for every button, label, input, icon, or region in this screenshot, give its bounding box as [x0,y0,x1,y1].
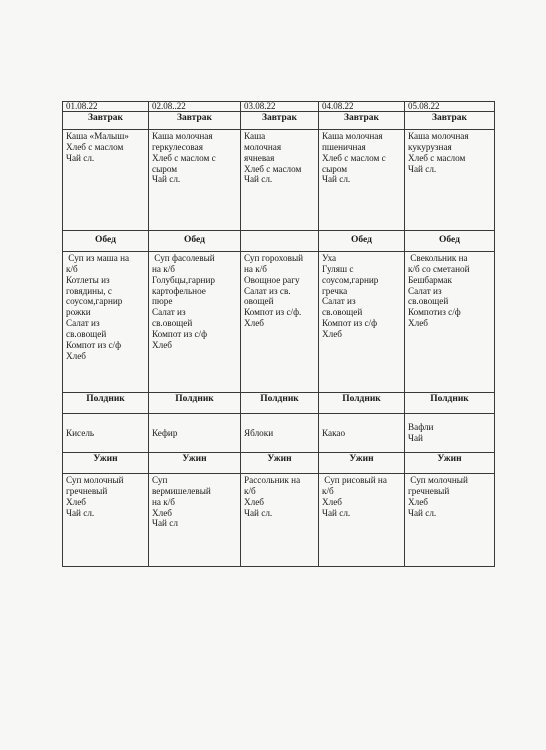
lunch-menu-cell [319,252,405,393]
dish-line: овощей [244,296,274,307]
dish-line: Хлеб [244,318,264,329]
dish-line: Хлеб с маслом с [152,152,216,163]
dish-line: Рассольник на [244,475,301,485]
dish-line: Вафли [408,422,434,433]
dish-line: Котлеты из [66,274,110,285]
dish-line: Чай сл. [66,152,95,163]
dish-line: Какао [322,427,346,438]
dinner-header-cell: Ужин [405,453,495,474]
dish-line: к/б [66,263,78,274]
snack-header-cell: Полдник [241,393,319,414]
snack-menu-cell [63,414,149,453]
dish-line: Суп [152,475,168,485]
snack-menu-cell [149,414,241,453]
date-cell: 03.08.22 [241,102,319,112]
snack-header-cell: Полдник [63,393,149,414]
dish-line: Суп молочный [408,475,468,485]
dinner-header-row [63,453,495,474]
lunch-header-row [63,231,495,252]
dish-line: Бешбармак [408,274,452,285]
dish-line: Каша молочная [408,131,469,141]
breakfast-header-cell: Завтрак [319,112,405,130]
breakfast-menu-cell [405,130,495,231]
dish-line: Овощное рагу [244,274,300,285]
menu-table [62,101,495,567]
dish-line: Гуляш с [322,263,354,274]
dinner-header-cell: Ужин [149,453,241,474]
dish-line: Чай сл. [152,174,181,185]
breakfast-header-row [63,112,495,130]
date-cell: 04.08.22 [319,102,405,112]
breakfast-menu-cell [319,130,405,231]
dish-line: пшеничная [322,141,366,152]
dish-line: Чай сл. [244,174,273,185]
dinner-menu-cell [405,474,495,567]
date-row [63,102,495,112]
dish-line: геркулесовая [152,141,203,152]
date-cell: 01.08.22 [63,102,149,112]
dish-line: Чай сл. [244,507,273,518]
dish-line: Голубцы,гарнир [152,274,215,285]
dinner-header-cell: Ужин [241,453,319,474]
dish-line: Чай сл. [322,507,351,518]
dish-line: картофельное [152,285,206,296]
dish-line: сыром [322,163,348,174]
dinner-header-cell: Ужин [63,453,149,474]
lunch-header-cell: Обед [63,231,149,252]
breakfast-header-cell: Завтрак [405,112,495,130]
dinner-menu-cell [149,474,241,567]
snack-header-cell: Полдник [319,393,405,414]
snack-menu-cell [319,414,405,453]
dish-line: Хлеб [408,496,428,507]
dish-line: к/б со сметаной [408,263,470,274]
dish-line: Компотиз с/ф [408,307,461,318]
date-cell: 05.08.22 [405,102,495,112]
lunch-menu-cell [63,252,149,393]
dish-line: Чай сл. [322,174,351,185]
breakfast-header-cell: Завтрак [63,112,149,130]
dish-line: Хлеб [66,496,86,507]
dish-line: Каша молочная [152,131,213,141]
dish-line: Салат из св. [244,285,291,296]
dish-line: Салат из [322,296,356,307]
dish-line: св.овощей [322,307,363,318]
lunch-menu-cell [405,252,495,393]
dish-line: Чай сл. [66,507,95,518]
dish-line: Чай сл. [408,163,437,174]
breakfast-items-row [63,130,495,231]
dish-line: на к/б [244,263,267,274]
dish-line: Салат из [66,318,100,329]
dish-line: Хлеб [152,507,172,518]
dish-line: Хлеб [152,339,172,350]
snack-header-row [63,393,495,414]
dinner-header-cell: Ужин [319,453,405,474]
dish-line: рожки [66,307,91,318]
snack-header-cell: Полдник [149,393,241,414]
dish-line: Хлеб [408,318,428,329]
dish-line: Салат из [152,307,186,318]
lunch-menu-cell [241,252,319,393]
snack-items-row [63,414,495,453]
lunch-items-row [63,252,495,393]
dish-line: говядины, с [66,285,112,296]
dish-line: ячневая [244,152,275,163]
dish-line: Хлеб [322,496,342,507]
dish-line: Каша молочная [322,131,383,141]
snack-menu-cell [241,414,319,453]
dish-line: Компот из с/ф. [244,307,302,318]
lunch-header-cell: Обед [149,231,241,252]
dinner-menu-cell [319,474,405,567]
dish-line: на к/б [152,263,175,274]
snack-menu-cell [405,414,495,453]
dish-line: Кефир [152,427,178,438]
dish-line: Суп молочный [66,475,124,485]
dish-line: гречка [322,285,348,296]
dish-line: соусом,гарнир [66,296,123,307]
dish-line: кукурузная [408,141,452,152]
dish-line: Хлеб [322,329,342,340]
dish-line: Хлеб [244,496,264,507]
dish-line: Кисель [66,427,95,438]
dish-line: Каша «Малыш» [66,131,129,141]
dish-line: пюре [152,296,173,307]
dish-line: Хлеб с маслом [244,163,302,174]
dish-line: соусом,гарнир [322,274,379,285]
dish-line: Хлеб с маслом с [322,152,386,163]
dish-line: св.овощей [66,329,107,340]
dish-line: св.овощей [152,318,193,329]
dish-line: Хлеб с маслом [408,152,466,163]
dish-line: Уха [322,253,337,263]
lunch-menu-cell [149,252,241,393]
dish-line: Каша [244,131,266,141]
dish-line: Компот из с/ф [152,329,208,340]
breakfast-menu-cell [241,130,319,231]
dinner-menu-cell [63,474,149,567]
dish-line: Свекольник на [408,253,468,263]
lunch-header-cell [241,231,319,252]
dinner-menu-cell [241,474,319,567]
dish-line: Компот из с/ф [322,318,378,329]
breakfast-menu-cell [63,130,149,231]
dish-line: гречневый [66,485,108,496]
dish-line: Чай сл. [408,507,437,518]
dish-line: на к/б [152,496,175,507]
lunch-header-cell: Обед [319,231,405,252]
breakfast-header-cell: Завтрак [149,112,241,130]
lunch-header-cell: Обед [405,231,495,252]
date-cell: 02.08..22 [149,102,241,112]
dish-line: гречневый [408,485,450,496]
dish-line: Суп рисовый на [322,475,387,485]
dish-line: Чай [408,433,423,443]
breakfast-header-cell: Завтрак [241,112,319,130]
dish-line: св.овощей [408,296,449,307]
dish-line: Суп из маша на [66,253,130,263]
dish-line: к/б [244,485,256,496]
dish-line: вермишелевый [152,485,211,496]
dish-line: Салат из [408,285,442,296]
dish-line: к/б [322,485,334,496]
dish-line: Компот из с/ф [66,339,122,350]
snack-header-cell: Полдник [405,393,495,414]
dish-line: Хлеб [66,350,86,361]
dish-line: Чай сл [152,518,178,529]
dish-line: Суп фасолевый [152,253,215,263]
dish-line: Яблоки [244,427,274,438]
dinner-items-row [63,474,495,567]
dish-line: Суп гороховый [244,253,304,263]
dish-line: молочная [244,141,282,152]
dish-line: сыром [152,163,178,174]
dish-line: Хлеб с маслом [66,141,124,152]
breakfast-menu-cell [149,130,241,231]
